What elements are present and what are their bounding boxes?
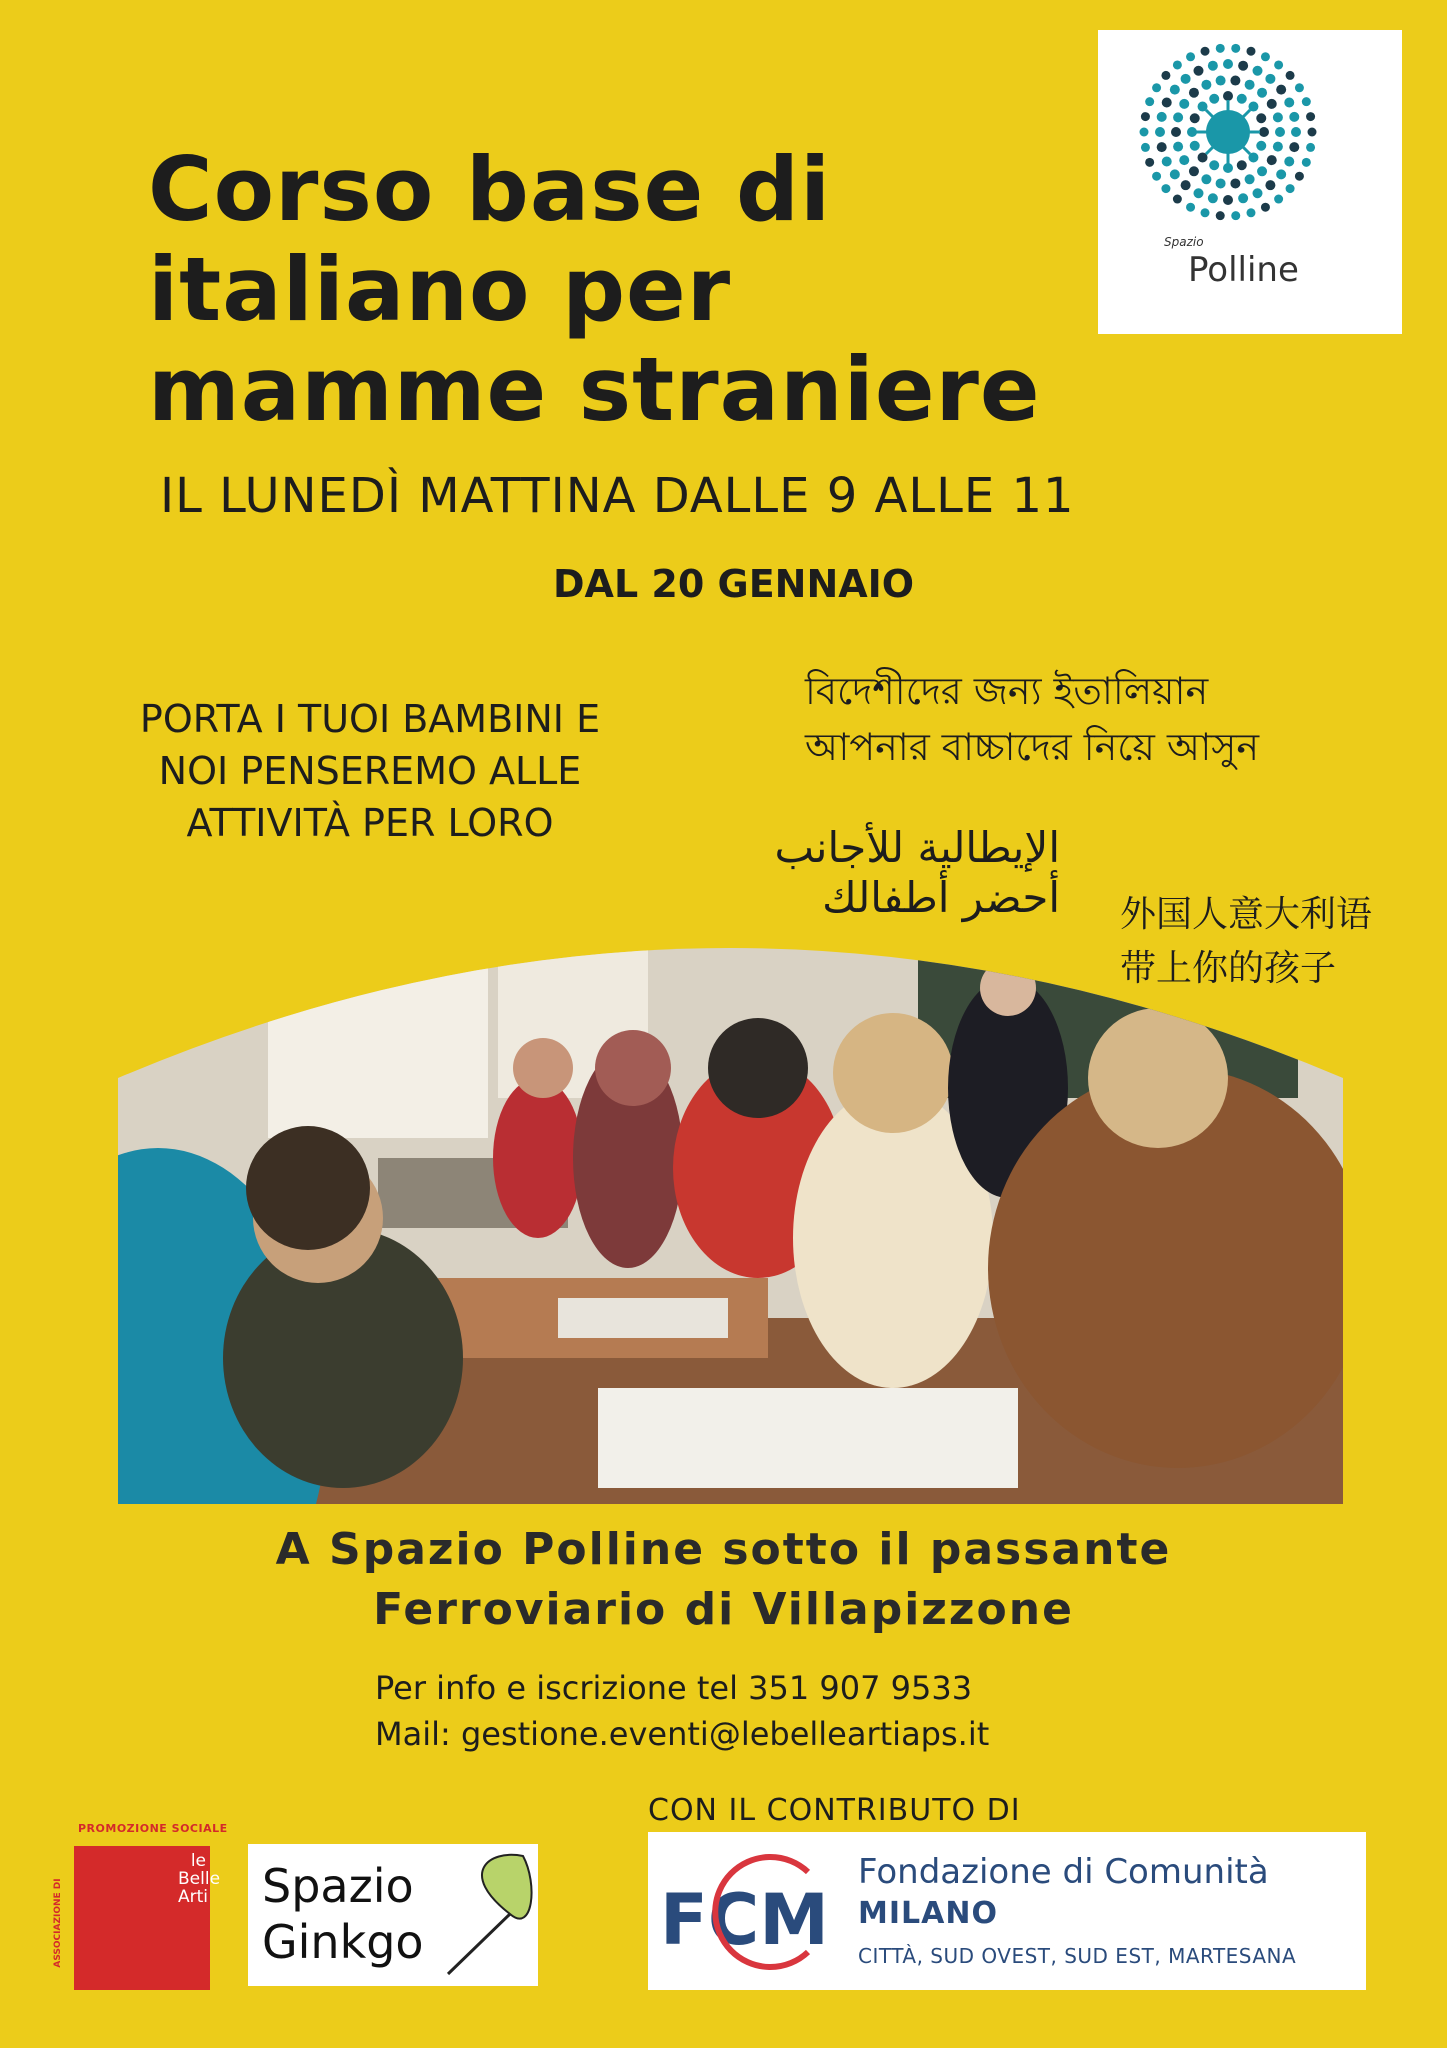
spazio-ginkgo-logo	[248, 1844, 538, 1986]
polline-dot	[1186, 52, 1195, 61]
polline-dot	[1291, 127, 1301, 137]
polline-dot	[1267, 155, 1277, 165]
fcm-areas: CITTÀ, SUD OVEST, SUD EST, MARTESANA	[858, 1944, 1297, 1968]
fcm-mark-icon	[648, 1832, 848, 1990]
polline-dot	[1256, 141, 1266, 151]
polline-dot	[1265, 74, 1275, 84]
fcm-city: MILANO	[858, 1896, 998, 1931]
polline-dot	[1173, 60, 1182, 69]
polline-dot	[1173, 195, 1182, 204]
polline-dot	[1216, 211, 1225, 220]
polline-dot	[1223, 195, 1233, 205]
polline-dot	[1170, 169, 1180, 179]
polline-dot	[1216, 44, 1225, 53]
polline-dot	[1284, 157, 1294, 167]
title-line-1: Corso base di	[148, 138, 832, 241]
polline-dot	[1289, 142, 1299, 152]
polline-dot	[1295, 83, 1304, 92]
polline-dot	[1302, 158, 1311, 167]
polline-dot	[1189, 166, 1199, 176]
fondazione-comunita-milano-logo	[648, 1832, 1366, 1990]
polline-dot	[1261, 203, 1270, 212]
polline-dot	[1231, 211, 1240, 220]
start-date: DAL 20 GENNAIO	[553, 562, 915, 606]
polline-dot	[1289, 112, 1299, 122]
chinese-line-2: 带上你的孩子	[1120, 948, 1337, 989]
polline-dot	[1306, 143, 1315, 152]
polline-dot	[1162, 157, 1172, 167]
polline-dot	[1245, 80, 1255, 90]
polline-dot	[1276, 169, 1286, 179]
polline-dot	[1181, 180, 1191, 190]
kids-note-line-1: PORTA I TUOI BAMBINI E	[139, 697, 601, 741]
polline-dot	[1187, 127, 1197, 137]
polline-dot	[1257, 166, 1267, 176]
location-line-2: Ferroviario di Villapizzone	[373, 1584, 1074, 1635]
ba-words: le Belle Arti	[178, 1851, 221, 1907]
polline-dot	[1141, 112, 1150, 121]
polline-dot	[1246, 47, 1255, 56]
chinese-line-1: 外国人意大利语	[1120, 894, 1373, 935]
polline-dot	[1162, 97, 1172, 107]
poster-title	[148, 140, 1148, 440]
title-line-3: mamme straniere	[148, 338, 1041, 441]
kids-note-italian	[110, 693, 630, 849]
polline-dot	[1157, 142, 1167, 152]
contact-info	[375, 1665, 989, 1757]
polline-dot	[1173, 142, 1183, 152]
kids-note-line-2: NOI PENSEREMO ALLE	[158, 749, 582, 793]
polline-dot	[1170, 85, 1180, 95]
polline-dot	[1253, 66, 1263, 76]
polline-dot	[1171, 127, 1181, 137]
polline-dot	[1223, 163, 1233, 173]
polline-dot	[1190, 141, 1200, 151]
polline-dot	[1273, 112, 1283, 122]
polline-dot	[1308, 128, 1317, 137]
polline-dot	[1209, 94, 1219, 104]
fcm-name: Fondazione di Comunità	[858, 1852, 1269, 1892]
polline-dot	[1223, 91, 1233, 101]
polline-dot	[1237, 160, 1247, 170]
polline-dot	[1173, 112, 1183, 122]
polline-dot	[1295, 172, 1304, 181]
polline-dot	[1140, 128, 1149, 137]
polline-dots-icon	[1098, 30, 1402, 250]
polline-dot	[1275, 127, 1285, 137]
polline-dot	[1152, 172, 1161, 181]
polline-small-label: Spazio	[1164, 235, 1204, 249]
polline-dot	[1186, 203, 1195, 212]
polline-dot	[1284, 97, 1294, 107]
polline-dot	[1230, 178, 1240, 188]
location-line-1: A Spazio Polline sotto il passante	[275, 1524, 1172, 1575]
polline-dot	[1286, 71, 1295, 80]
arabic-line-1: الإيطالية للأجانب	[774, 823, 1060, 872]
ba-top-label: PROMOZIONE SOCIALE	[78, 1822, 228, 1835]
bengali-text	[805, 663, 1259, 775]
ginkgo-line-2: Ginkgo	[262, 1915, 424, 1969]
polline-dot	[1238, 61, 1248, 71]
classroom-photo	[118, 938, 1343, 1504]
polline-dot	[1201, 174, 1211, 184]
polline-dot	[1223, 59, 1233, 69]
ginkgo-leaf-icon	[248, 1844, 538, 1986]
polline-dot	[1161, 184, 1170, 193]
schedule-text: IL LUNEDÌ MATTINA DALLE 9 ALLE 11	[160, 468, 1075, 524]
polline-dot	[1276, 85, 1286, 95]
polline-dot	[1157, 112, 1167, 122]
polline-dot	[1267, 99, 1277, 109]
polline-dot	[1201, 47, 1210, 56]
polline-dot	[1145, 97, 1154, 106]
contribution-label: CON IL CONTRIBUTO DI	[648, 1793, 1021, 1828]
polline-dot	[1201, 208, 1210, 217]
mail-line: Mail: gestione.eventi@lebelleartiaps.it	[375, 1715, 990, 1753]
arabic-text	[740, 823, 1060, 923]
polline-dot	[1274, 60, 1283, 69]
polline-dot	[1208, 61, 1218, 71]
polline-dot	[1190, 113, 1200, 123]
polline-dot	[1209, 160, 1219, 170]
polline-dot	[1193, 188, 1203, 198]
le-belle-arti-logo	[38, 1822, 228, 1990]
polline-dot	[1230, 76, 1240, 86]
polline-dot	[1274, 195, 1283, 204]
kids-note-line-3: ATTIVITÀ PER LORO	[186, 801, 554, 845]
polline-dot	[1181, 74, 1191, 84]
spazio-polline-logo	[1098, 30, 1402, 334]
polline-dot	[1216, 76, 1226, 86]
location-text	[0, 1520, 1447, 1640]
polline-dot	[1141, 143, 1150, 152]
polline-dot	[1179, 99, 1189, 109]
polline-wordmark: Polline	[1188, 250, 1299, 290]
bengali-line-2: আপনার বাচ্চাদের নিয়ে আসুন	[805, 725, 1260, 769]
polline-dot	[1237, 94, 1247, 104]
polline-dot	[1208, 193, 1218, 203]
polline-dot	[1193, 66, 1203, 76]
fcm-initials: FCM	[660, 1879, 829, 1961]
phone-line: Per info e iscrizione tel 351 907 9533	[375, 1669, 973, 1707]
ginkgo-line-1: Spazio	[262, 1859, 414, 1913]
polline-dot	[1231, 44, 1240, 53]
bengali-line-1: বিদেশীদের জন্য ইতালিয়ান	[805, 669, 1209, 713]
polline-dot	[1265, 180, 1275, 190]
polline-dot	[1261, 52, 1270, 61]
polline-dot	[1155, 127, 1165, 137]
polline-dot	[1161, 71, 1170, 80]
arabic-line-2: أحضر أطفالك	[822, 873, 1060, 922]
polline-dot	[1145, 158, 1154, 167]
polline-dot	[1179, 155, 1189, 165]
polline-dot	[1238, 193, 1248, 203]
ba-side-label: ASSOCIAZIONE DI	[53, 1878, 63, 1968]
polline-dot	[1216, 178, 1226, 188]
polline-dot	[1286, 184, 1295, 193]
polline-dot	[1201, 80, 1211, 90]
polline-dot	[1257, 88, 1267, 98]
polline-dot	[1245, 174, 1255, 184]
polline-dot	[1256, 113, 1266, 123]
polline-dot	[1273, 142, 1283, 152]
title-line-2: italiano per	[148, 238, 732, 341]
polline-dot	[1246, 208, 1255, 217]
polline-dot	[1302, 97, 1311, 106]
polline-dot	[1152, 83, 1161, 92]
polline-dot	[1253, 188, 1263, 198]
polline-dot	[1259, 127, 1269, 137]
polline-dot	[1306, 112, 1315, 121]
polline-dot	[1189, 88, 1199, 98]
